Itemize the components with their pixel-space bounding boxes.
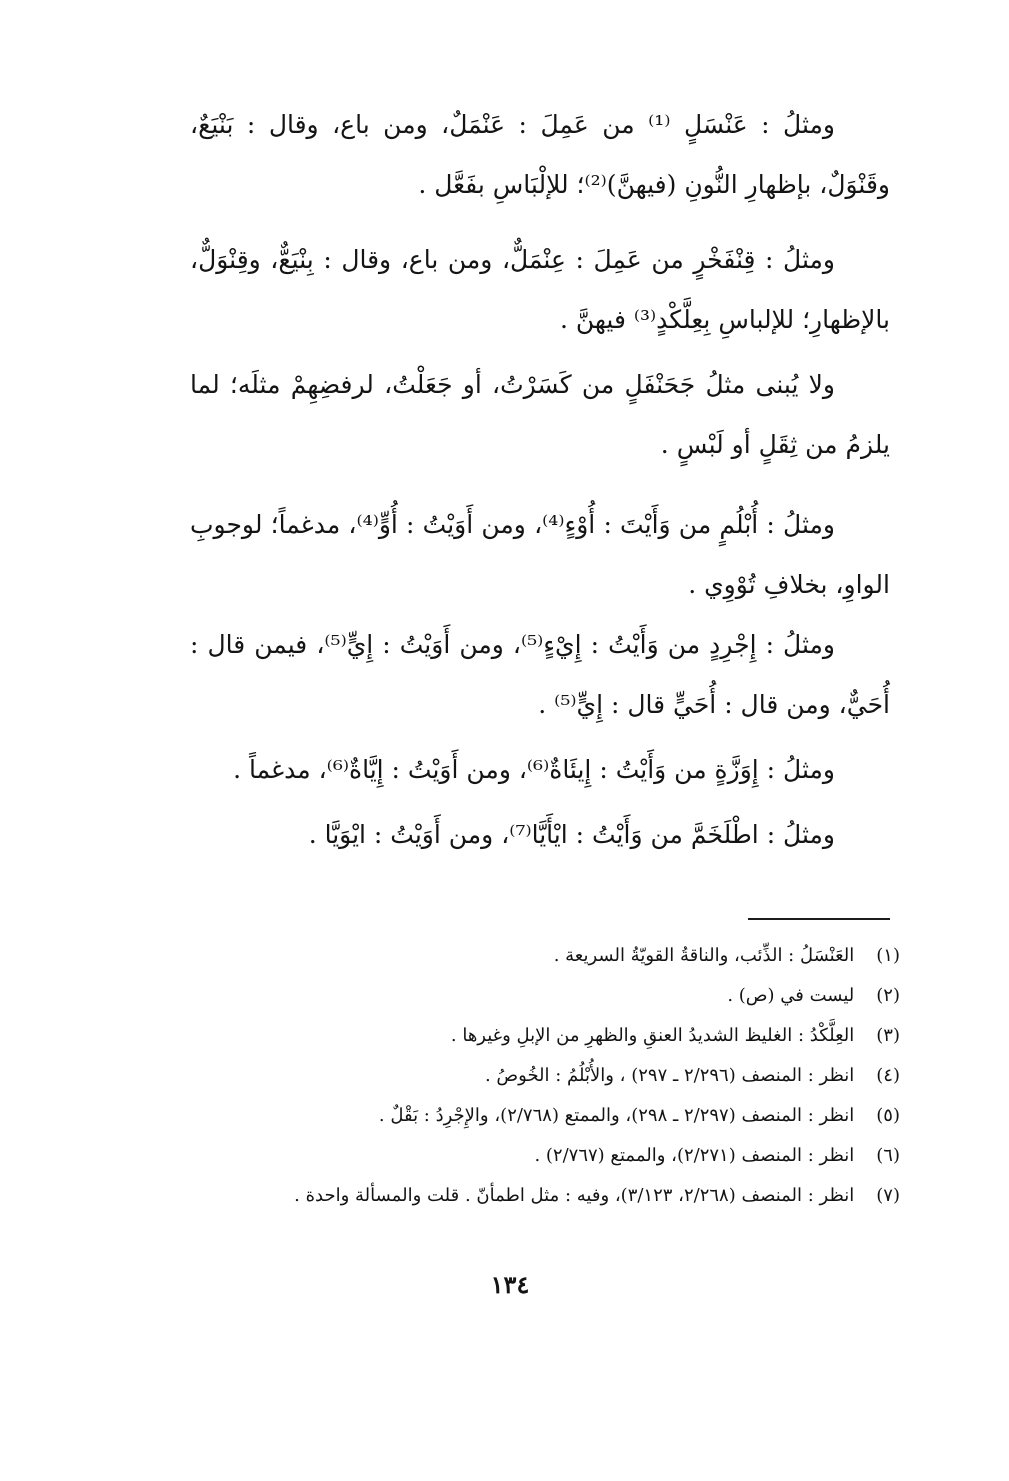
main-text [190, 95, 890, 215]
footnote-text: انظر : المنصف (٢/٢٦٨، ٣/١٢٣)، وفيه : مثل اطمأنّ . قلت والمسألة واحدة . [294, 1185, 855, 1206]
footnote-3 [110, 1016, 900, 1056]
footnote-number: (٧) [876, 1185, 900, 1206]
footnote-number: (١) [876, 945, 900, 966]
footnote-text: العِلَّكْدُ : الغليظ الشديدُ العنقِ والظهرِ من الإبلِ وغيرها . [450, 1025, 855, 1046]
footnote-1 [110, 936, 900, 976]
main-text-4 [190, 495, 890, 615]
footnote-7 [110, 1176, 900, 1216]
footnote-5 [110, 1096, 900, 1136]
page-number: ١٣٤ [490, 1270, 530, 1299]
footnote-number: (٣) [876, 1025, 900, 1046]
main-text-6 [190, 740, 890, 800]
footnote-text: العَنْسَلُ : الذِّئب، والناقةُ القويّةُ السريعة . [553, 945, 855, 966]
paragraph-4: ومثلُ : أُبْلُمٍ من وَأَيْتَ : أُوْءٍ⁽⁴⁾، ومن أَوَيْتُ : أُوٍّ⁽⁴⁾، مدغماً؛ لوجوبِ الواوِ، بخلافِ تُوْوِي . [190, 510, 890, 599]
footnote-4 [110, 1056, 900, 1096]
footnote-number: (٦) [876, 1145, 900, 1166]
footnotes [110, 936, 900, 1216]
paragraph-1: ومثلُ : عَنْسَلٍ ⁽¹⁾ من عَمِلَ : عَنْمَلٌ، ومن باع، وقال : بَنْيَعٌ، وقَنْوَلٌ، بإظهارِ النُّونِ (فيهنَّ)⁽²⁾؛ للإلْبَاسِ بفَعَّل . [190, 110, 890, 199]
main-text-2 [190, 230, 890, 350]
paragraph-7: ومثلُ : اطْلَخَمَّ من وَأَيْتُ : ايْأَيَّا⁽⁷⁾، ومن أَوَيْتُ : ايْوَيَّا . [308, 820, 835, 849]
footnote-text: انظر : المنصف (٢/٢٧١)، والممتع (٢/٧٦٧) . [534, 1145, 855, 1166]
main-text-5 [190, 615, 890, 735]
paragraph-3: ولا يُبنى مثلُ جَحَنْفَلٍ من كَسَرْتُ، أو جَعَلْتُ، لرفضِهِمْ مثلَه؛ لما يلزمُ من ثِقَلٍ أو لَبْسٍ . [190, 370, 890, 459]
main-text-3 [190, 355, 890, 475]
footnote-number: (٤) [876, 1065, 900, 1086]
footnote-6 [110, 1136, 900, 1176]
footnote-text: ليست في (ص) . [727, 985, 855, 1006]
paragraph-6: ومثلُ : إِوَزَّةٍ من وَأَيْتُ : إِيئَاةٌ⁽⁶⁾، ومن أَوَيْتُ : إِيَّاةٌ⁽⁶⁾، مدغماً . [233, 755, 835, 784]
footnote-number: (٥) [876, 1105, 900, 1126]
footnote-text: انظر : المنصف (٢/٢٩٧ ـ ٢٩٨)، والممتع (٢/٧٦٨)، والإِجْرِدُ : بَقْلٌ . [378, 1105, 855, 1126]
footnote-text: انظر : المنصف (٢/٢٩٦ ـ ٢٩٧) ، والأُبْلُمُ : الخُوصُ . [484, 1065, 855, 1086]
paragraph-2: ومثلُ : قِنْفَخْرٍ من عَمِلَ : عِنْمَلٌّ، ومن باع، وقال : بِنْيَعٌّ، وقِنْوَلٌّ، بالإظهارِ؛ للإلباسِ بِعِلَّكْدٍ⁽³⁾ فيهنَّ . [190, 245, 890, 334]
main-text-7 [190, 805, 890, 865]
paragraph-5: ومثلُ : إِجْرِدٍ من وَأَيْتُ : إِيْءٍ⁽⁵⁾، ومن أَوَيْتُ : إِيٍّ⁽⁵⁾، فيمن قال : أُحَيٌّ، ومن قال : أُحَيٍّ قال : إِيٍّ⁽⁵⁾ . [190, 630, 890, 719]
footnote-2 [110, 976, 900, 1016]
footnote-separator [748, 918, 890, 920]
footnote-number: (٢) [876, 985, 900, 1006]
